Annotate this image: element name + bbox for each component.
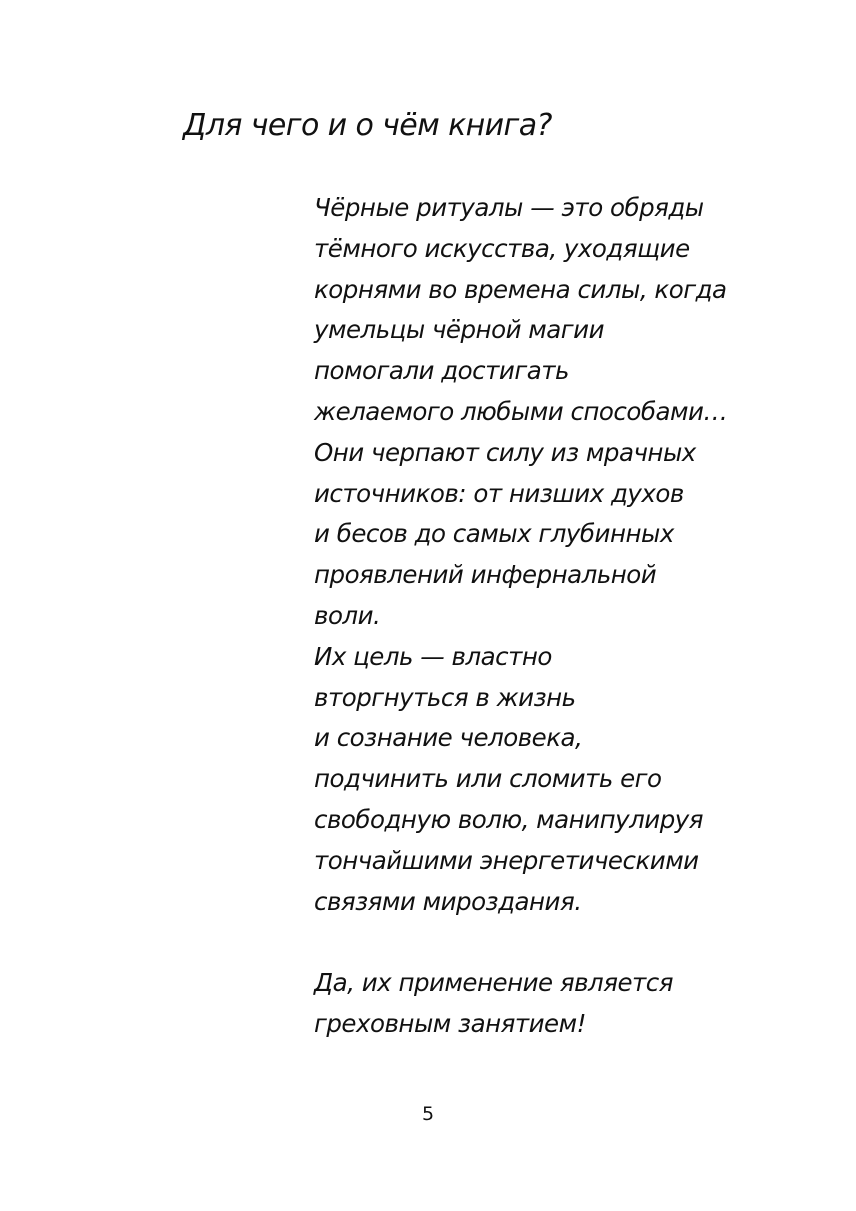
text-line: корнями во времена силы, когда <box>314 274 727 304</box>
text-line: умельцы чёрной магии <box>314 315 604 345</box>
text-line: и сознание человека, <box>314 723 583 753</box>
text-line: подчинить или сломить его <box>314 764 662 794</box>
text-line: Они черпают силу из мрачных <box>314 437 696 467</box>
text-line: воли. <box>314 600 381 630</box>
text-line: и бесов до самых глубинных <box>314 519 674 549</box>
text-line: Их цель — властно <box>314 641 552 671</box>
page-title: Для чего и о чём книга? <box>183 108 552 143</box>
text-line: связями мироздания. <box>314 886 582 916</box>
text-line: источников: от низших духов <box>314 478 684 508</box>
page-number: 5 <box>421 1103 435 1125</box>
text-line: желаемого любыми способами… <box>314 396 728 426</box>
text-line: греховным занятием! <box>314 1008 586 1038</box>
text-line: вторгнуться в жизнь <box>314 682 576 712</box>
text-line: Да, их применение является <box>314 968 674 998</box>
paragraph-1 <box>314 188 734 637</box>
paragraph-3 <box>314 963 734 1045</box>
text-line: Чёрные ритуалы — это обряды <box>314 193 704 222</box>
text-line: проявлений инфернальной <box>314 560 657 590</box>
text-line: свободную волю, манипулируя <box>314 804 703 834</box>
paragraph-spacer <box>314 922 734 963</box>
text-line: тёмного искусства, уходящие <box>314 233 690 263</box>
text-line: тончайшими энергетическими <box>314 845 699 875</box>
text-line: помогали достигать <box>314 356 569 386</box>
body-text <box>314 188 734 1045</box>
paragraph-2 <box>314 637 734 923</box>
